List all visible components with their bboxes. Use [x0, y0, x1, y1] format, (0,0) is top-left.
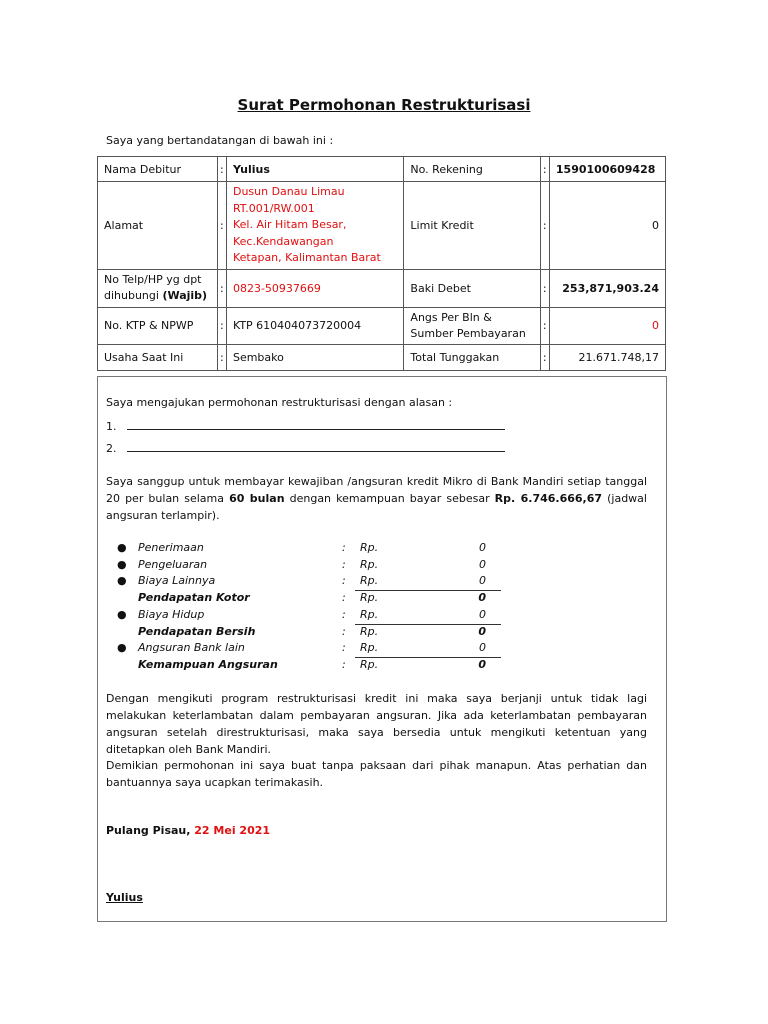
- finance-row: [98, 608, 666, 625]
- angs-value: 0: [549, 307, 665, 344]
- angs-label-line1: Angs Per Bln &: [410, 310, 492, 324]
- finance-row: [98, 574, 666, 591]
- finance-row: [98, 641, 666, 658]
- finance-label: Pengeluaran: [138, 558, 208, 571]
- ktp-value: KTP 610404073720004: [226, 307, 403, 344]
- commitment-text: Saya sanggup untuk membayar kewajiban /angsuran kredit Mikro di Bank Mandiri setiap tanggal 20 per bulan selama: [106, 475, 647, 505]
- finance-row: [98, 591, 666, 608]
- alamat-line: Kec.Kendawangan: [232, 234, 334, 248]
- finance-colon: :: [342, 574, 346, 587]
- finance-label: Biaya Lainnya: [138, 574, 216, 587]
- alamat-line: Kel. Air Hitam Besar,: [232, 218, 347, 231]
- colon: :: [540, 182, 549, 270]
- finance-value: 0: [479, 641, 486, 654]
- finance-label: Kemampuan Angsuran: [138, 658, 278, 671]
- table-row: [98, 344, 666, 370]
- reason-line-1: [106, 419, 505, 433]
- alamat-value: [226, 182, 403, 270]
- reason-intro: Saya mengajukan permohonan restrukturisasi dengan alasan :: [106, 396, 453, 409]
- date: 22 Mei 2021: [194, 824, 271, 837]
- no-rekening-value: 1590100609428: [549, 157, 665, 182]
- place: Pulang Pisau,: [106, 824, 191, 837]
- finance-value: 0: [478, 625, 486, 638]
- colon: :: [217, 269, 226, 307]
- telp-value: 0823-50937669: [226, 269, 403, 307]
- colon: :: [217, 307, 226, 344]
- nama-debitur-value: Yulius: [226, 157, 403, 182]
- telp-label-line1: No Telp/HP yg dpt: [104, 273, 202, 286]
- commitment-text: dengan kemampuan bayar sebesar: [284, 492, 495, 505]
- nama-debitur-label: Nama Debitur: [98, 157, 218, 182]
- finance-row: [98, 625, 666, 642]
- finance-row: [98, 541, 666, 558]
- ktp-label: No. KTP & NPWP: [98, 307, 218, 344]
- commitment-amount: Rp. 6.746.666,67: [494, 492, 603, 505]
- bullet-icon: ●: [117, 641, 127, 654]
- blank-line: [127, 441, 505, 452]
- finance-colon: :: [342, 608, 346, 621]
- finance-currency: Rp.: [360, 541, 379, 554]
- baki-debet-label: Baki Debet: [404, 269, 540, 307]
- telp-label-required: (Wajib): [162, 289, 208, 302]
- colon: :: [540, 344, 549, 370]
- signatory-name: Yulius: [106, 891, 143, 904]
- alamat-label: Alamat: [98, 182, 218, 270]
- finance-currency: Rp.: [360, 591, 379, 604]
- finance-value: 0: [479, 558, 486, 571]
- table-row: [98, 307, 666, 344]
- alamat-line: Ketapan, Kalimantan Barat: [232, 251, 381, 264]
- total-tunggakan-label: Total Tunggakan: [404, 344, 540, 370]
- alamat-line: RT.001/RW.001: [232, 201, 315, 215]
- bullet-icon: ●: [117, 541, 127, 554]
- finance-value: 0: [478, 591, 486, 604]
- reason-number: 1.: [106, 420, 117, 433]
- table-row: [98, 157, 666, 182]
- angs-label-line2: Sumber Pembayaran: [410, 326, 526, 340]
- finance-row: [98, 558, 666, 575]
- baki-debet-value: 253,871,903.24: [549, 269, 665, 307]
- finance-colon: :: [342, 625, 346, 638]
- finance-label: Angsuran Bank lain: [138, 641, 245, 654]
- total-tunggakan-value: 21.671.748,17: [549, 344, 665, 370]
- debtor-info-table: [97, 156, 666, 371]
- finance-colon: :: [342, 591, 346, 604]
- finance-label: Penerimaan: [138, 541, 204, 554]
- bullet-icon: ●: [117, 574, 127, 587]
- finance-value: 0: [478, 658, 486, 671]
- finance-value: 0: [479, 541, 486, 554]
- angs-label: [404, 307, 540, 344]
- place-date: [106, 824, 270, 837]
- finance-value: 0: [479, 608, 486, 621]
- finance-value: 0: [479, 574, 486, 587]
- page-title: Surat Permohonan Restrukturisasi: [237, 96, 531, 114]
- finance-colon: :: [342, 558, 346, 571]
- finance-currency: Rp.: [360, 558, 379, 571]
- finance-label: Pendapatan Kotor: [138, 591, 250, 604]
- blank-line: [127, 419, 505, 430]
- finance-label: Biaya Hidup: [138, 608, 205, 621]
- finance-colon: :: [342, 641, 346, 654]
- no-rekening-label: No. Rekening: [404, 157, 540, 182]
- reason-line-2: [106, 441, 505, 455]
- reason-number: 2.: [106, 442, 117, 455]
- commitment-months: 60 bulan: [229, 492, 285, 505]
- usaha-label: Usaha Saat Ini: [98, 344, 218, 370]
- colon: :: [540, 269, 549, 307]
- finance-colon: :: [342, 658, 346, 671]
- finance-currency: Rp.: [360, 625, 379, 638]
- finance-label: Pendapatan Bersih: [138, 625, 256, 638]
- telp-label-line2: dihubungi: [104, 289, 159, 302]
- colon: :: [217, 182, 226, 270]
- colon: :: [540, 157, 549, 182]
- alamat-line: Dusun Danau Limau: [232, 185, 345, 198]
- limit-kredit-label: Limit Kredit: [404, 182, 540, 270]
- telp-label: [98, 269, 218, 307]
- bullet-icon: ●: [117, 608, 127, 621]
- table-row: [98, 182, 666, 270]
- promise-paragraph: Dengan mengikuti program restrukturisasi kredit ini maka saya berjanji untuk tidak lagi melakukan keterlambatan dalam pembayaran angsuran. Jika ada keterlambatan pembayaran angsuran setelah direstrukturisasi, maka saya bersedia untuk mengikuti ketentuan yang ditetapkan oleh Bank Mandiri.: [106, 692, 647, 756]
- colon: :: [540, 307, 549, 344]
- limit-kredit-value: 0: [549, 182, 665, 270]
- finance-currency: Rp.: [360, 658, 379, 671]
- finance-currency: Rp.: [360, 608, 379, 621]
- closing-paragraph: Demikian permohonan ini saya buat tanpa paksaan dari pihak manapun. Atas perhatian dan bantuannya saya ucapkan terimakasih.: [106, 759, 647, 789]
- usaha-value: Sembako: [226, 344, 403, 370]
- bullet-icon: ●: [117, 558, 127, 571]
- finance-row: [98, 658, 666, 675]
- commitment-text: (jadwal angsuran terlampir).: [106, 492, 647, 522]
- table-row: [98, 269, 666, 307]
- request-box: [97, 376, 667, 922]
- commitment-paragraph: [106, 473, 647, 524]
- intro-text: Saya yang bertandatangan di bawah ini :: [106, 134, 334, 147]
- finance-colon: :: [342, 541, 346, 554]
- finance-currency: Rp.: [360, 574, 379, 587]
- colon: :: [217, 344, 226, 370]
- colon: :: [217, 157, 226, 182]
- finance-currency: Rp.: [360, 641, 379, 654]
